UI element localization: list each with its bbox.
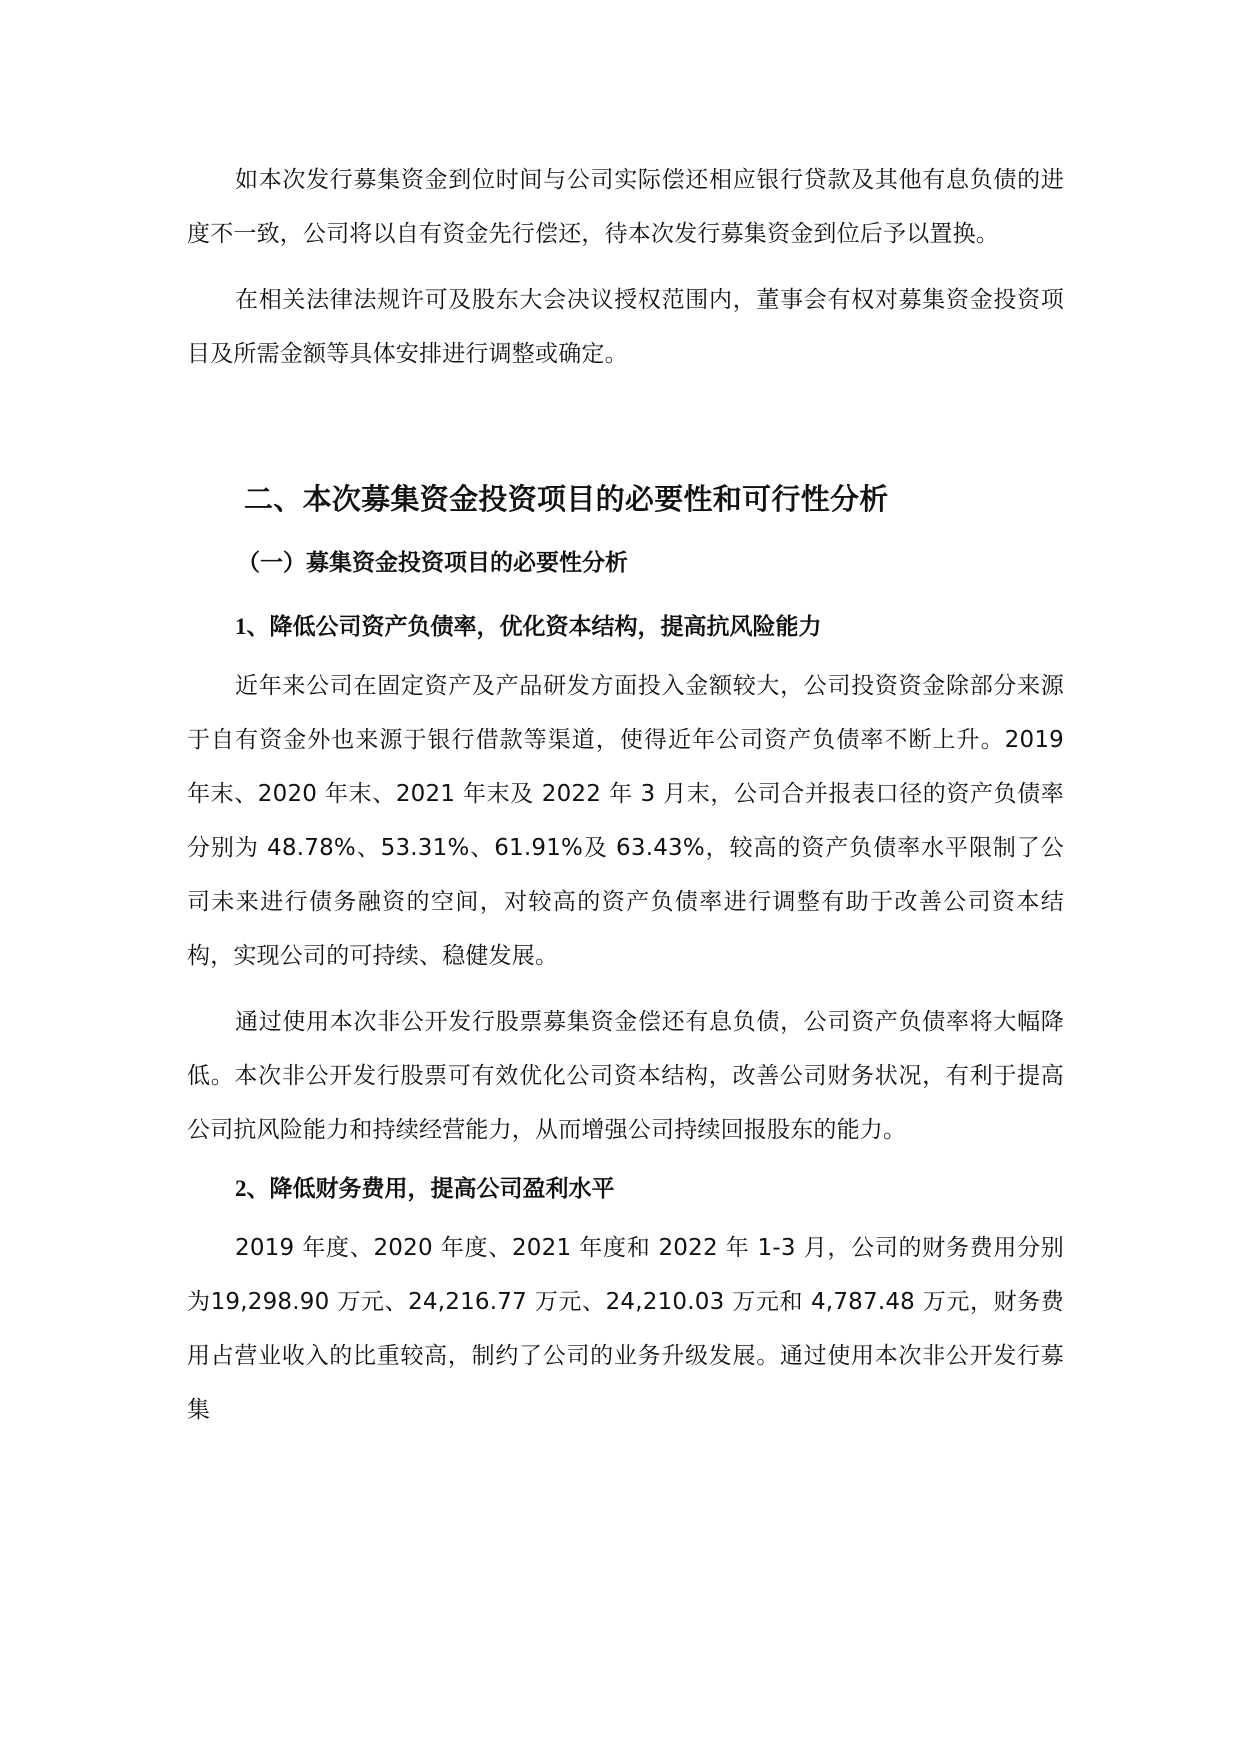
- item-1-number: 1: [235, 614, 247, 639]
- subsection-title: （一）募集资金投资项目的必要性分析: [237, 550, 628, 576]
- item-2-heading: [187, 1157, 1064, 1221]
- paragraph-debt-repayment-effect: 通过使用本次非公开发行股票募集资金偿还有息负债，公司资产负债率将大幅降低。本次非公开发行股票可有效优化公司资本结构，改善公司财务状况，有利于提高公司抗风险能力和持续经营能力，从而增强公司持续回报股东的能力。: [187, 1009, 1064, 1143]
- item-2-title: 、降低财务费用，提高公司盈利水平: [246, 1176, 615, 1202]
- paragraph-board-authority: 在相关法律法规许可及股东大会决议授权范围内，董事会有权对募集资金投资项目及所需金额等具体安排进行调整或确定。: [187, 287, 1064, 367]
- item-2-number: 2: [235, 1176, 247, 1201]
- section-title: 二、本次募集资金投资项目的必要性和可行性分析: [244, 482, 889, 516]
- document-body: [187, 153, 1064, 1437]
- item-1-heading: [187, 595, 1064, 659]
- paragraph-repayment-timing: 如本次发行募集资金到位时间与公司实际偿还相应银行贷款及其他有息负债的进度不一致，公司将以自有资金先行偿还，待本次发行募集资金到位后予以置换。: [187, 167, 1064, 247]
- item-1-title: 、降低公司资产负债率，优化资本结构，提高抗风险能力: [246, 614, 822, 640]
- paragraph-debt-ratio: 近年来公司在固定资产及产品研发方面投入金额较大，公司投资资金除部分来源于自有资金外也来源于银行借款等渠道，使得近年公司资产负债率不断上升。2019 年末、2020 年末、2021 年末及 2022 年 3 月末，公司合并报表口径的资产负债率分别为 48.78%、53.31%、61.91%及 63.43%，较高的资产负债率水平限制了公司未来进行债务融资的空间，对较高的资产负债率进行调整有助于改善公司资本结构，实现公司的可持续、稳健发展。: [187, 673, 1064, 969]
- paragraph-financial-expenses: 2019 年度、2020 年度、2021 年度和 2022 年 1-3 月，公司的财务费用分别为19,298.90 万元、24,216.77 万元、24,210.03 万元和 4,787.48 万元，财务费用占营业收入的比重较高，制约了公司的业务升级发展。通过使用本次非公开发行募集: [187, 1235, 1064, 1423]
